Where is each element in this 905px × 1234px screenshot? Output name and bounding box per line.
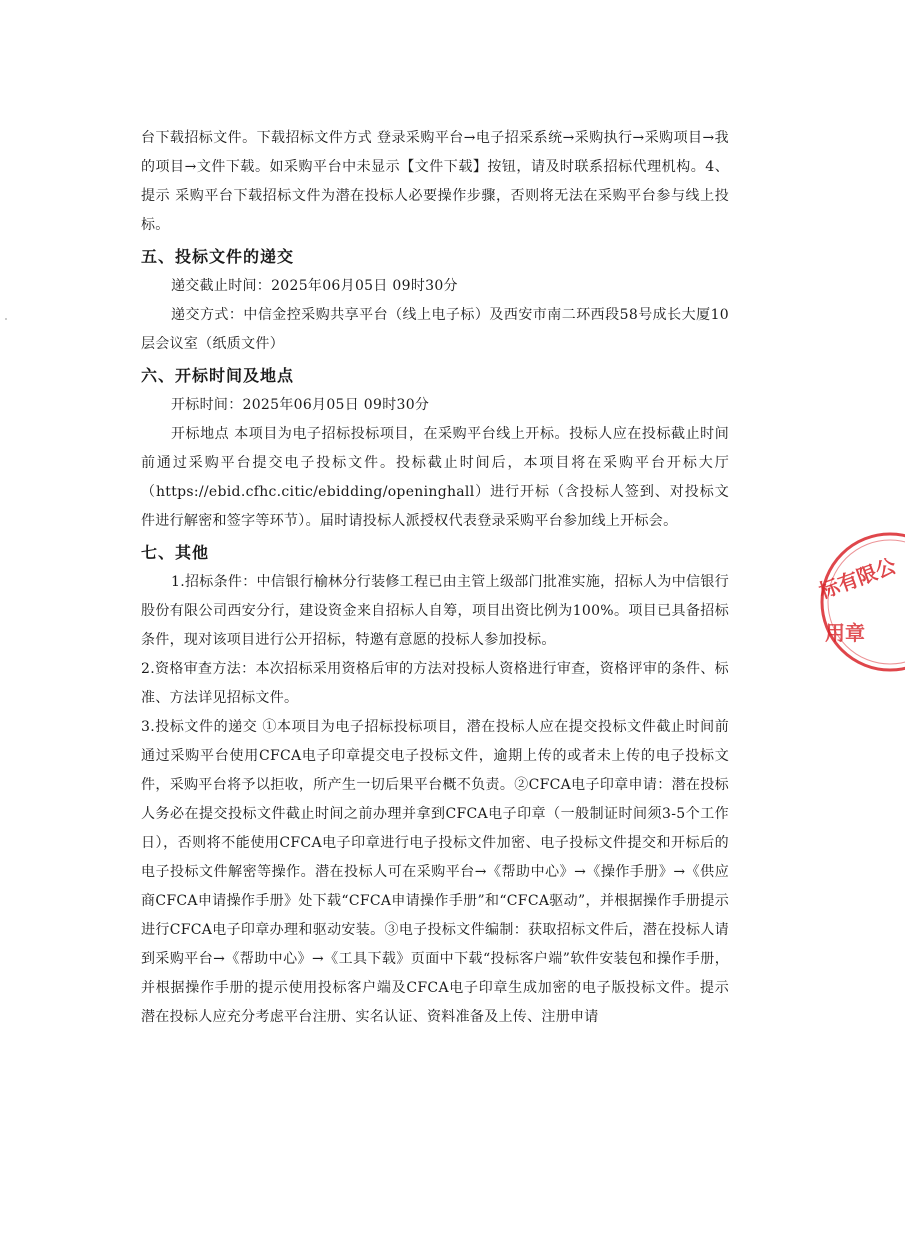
seal-text-top: 标有限公 xyxy=(815,553,900,604)
document-body xyxy=(141,124,729,1032)
submission-deadline: 递交截止时间：2025年06月05日 09时30分 xyxy=(171,278,458,294)
other-item-2: 2.资格审查方法：本次招标采用资格后审的方法对投标人资格进行审查，资格评审的条件、标准、方法详见招标文件。 xyxy=(141,661,729,706)
seal-graphic xyxy=(815,530,905,680)
section-6-heading: 六、开标时间及地点 xyxy=(141,366,295,385)
seal-text-mid: 用章 xyxy=(825,621,865,645)
intro-paragraph: 台下载招标文件。下载招标文件方式 登录采购平台→电子招采系统→采购执行→采购项目→我的项目→文件下载。如采购平台中未显示【文件下载】按钮，请及时联系招标代理机构。4、提示 采购平台下载招标文件为潜在投标人必要操作步骤，否则将无法在采购平台参与线上投标。 xyxy=(141,130,729,233)
opening-location: 开标地点 本项目为电子招标投标项目，在采购平台线上开标。投标人应在投标截止时间前通过采购平台提交电子投标文件。投标截止时间后，本项目将在采购平台开标大厅（https://ebid.cfhc.citic/ebidding/openinghall）进行开标（含投标人签到、对投标文件进行解密和签字等环节）。届时请投标人派授权代表登录采购平台参加线上开标会。 xyxy=(141,426,729,529)
other-item-3: 3.投标文件的递交 ①本项目为电子招标投标项目，潜在投标人应在提交投标文件截止时间前通过采购平台使用CFCA电子印章提交电子投标文件，逾期上传的或者未上传的电子投标文件，采购平台将予以拒收，所产生一切后果平台概不负责。②CFCA电子印章申请：潜在投标人务必在提交投标文件截止时间之前办理并拿到CFCA电子印章（一般制证时间须3-5个工作日），否则将不能使用CFCA电子印章进行电子投标文件加密、电子投标文件提交和开标后的电子投标文件解密等操作。潜在投标人可在采购平台→《帮助中心》→《操作手册》→《供应商CFCA申请操作手册》处下载“CFCA申请操作手册”和“CFCA驱动”，并根据操作手册提示进行CFCA电子印章办理和驱动安装。③电子投标文件编制：获取招标文件后，潜在投标人请到采购平台→《帮助中心》→《工具下载》页面中下载“投标客户端”软件安装包和操作手册，并根据操作手册的提示使用投标客户端及CFCA电子印章生成加密的电子版投标文件。提示 潜在投标人应充分考虑平台注册、实名认证、资料准备及上传、注册申请 xyxy=(141,719,729,1025)
section-7-heading: 七、其他 xyxy=(141,543,210,562)
other-item-1: 1.招标条件：中信银行榆林分行装修工程已由主管上级部门批准实施，招标人为中信银行股份有限公司西安分行，建设资金来自招标人自筹，项目出资比例为100%。项目已具备招标条件，现对该项目进行公开招标，特邀有意愿的投标人参加投标。 xyxy=(141,574,729,648)
submission-method: 递交方式：中信金控采购共享平台（线上电子标）及西安市南二环西段58号成长大厦10层会议室（纸质文件） xyxy=(141,307,729,352)
section-5-heading: 五、投标文件的递交 xyxy=(141,247,295,266)
margin-dot xyxy=(5,318,7,320)
company-seal-stamp xyxy=(815,530,905,680)
opening-time: 开标时间：2025年06月05日 09时30分 xyxy=(171,397,430,413)
